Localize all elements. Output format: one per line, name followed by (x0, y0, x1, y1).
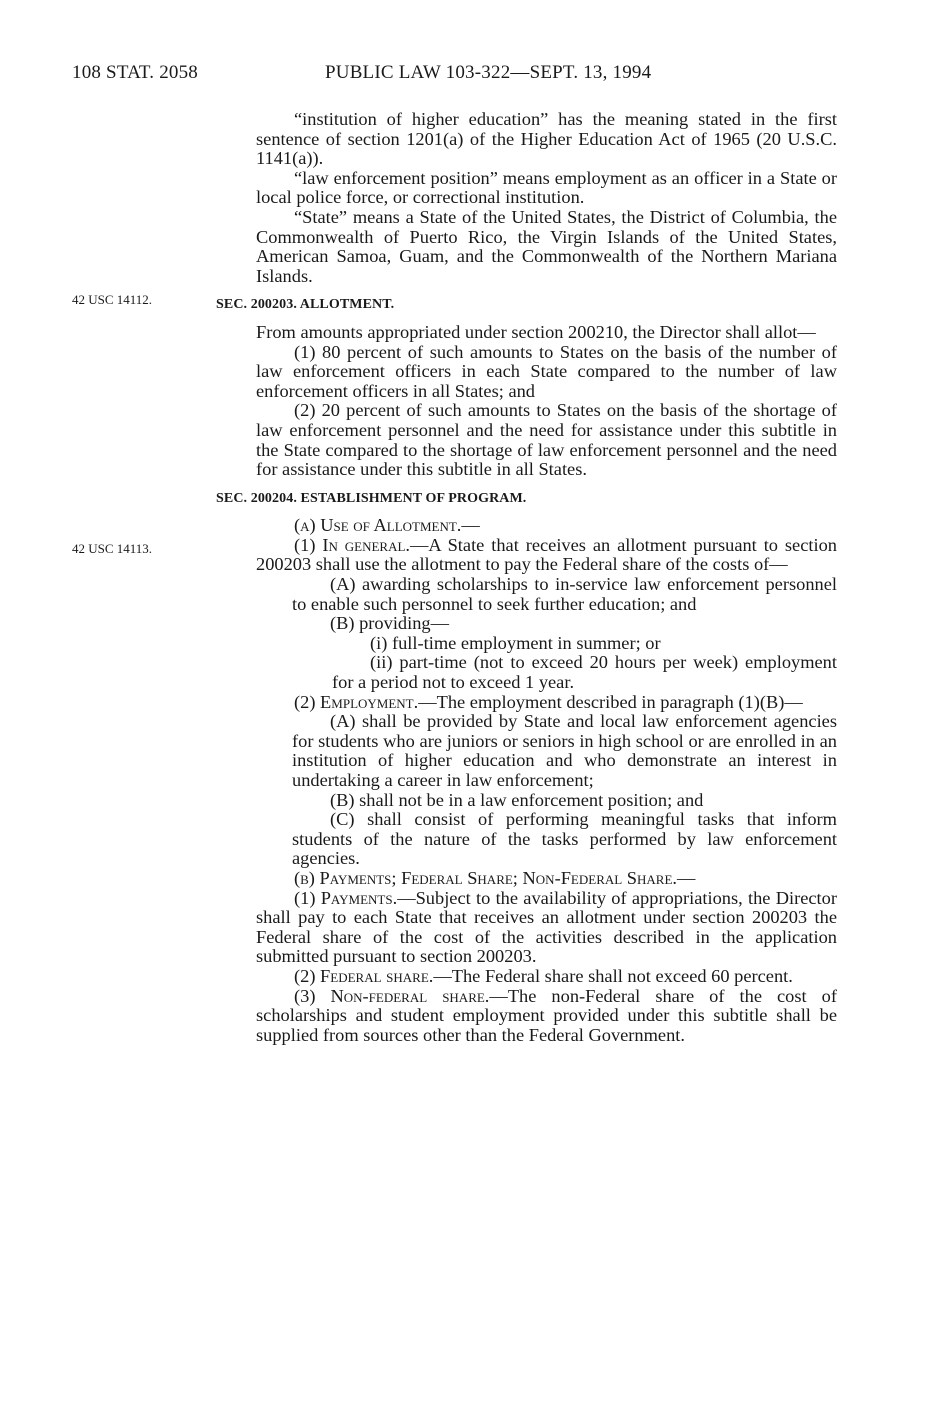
section-heading-200203: SEC. 200203. ALLOTMENT. (216, 297, 395, 313)
allotment-item-1: (1) 80 percent of such amounts to States on the basis of the number of law enforcement officers in each State compared to the number of law enforcement officers in all States; and (256, 341, 837, 401)
subsection-a1 (216, 536, 837, 575)
subsection-a2 (216, 693, 837, 713)
subsection-a2A: (A) shall be provided by State and local law enforcement agencies for students who are juniors or seniors in high school or are enrolled in an institution of higher education and who demonstrate an interest in undertaking a career in law enforcement; (292, 711, 837, 790)
subsection-b1-label: (1) Payments. (294, 887, 398, 908)
definition-state: “State” means a State of the United States, the District of Columbia, the Commonwealth of Puerto Rico, the Virgin Islands of the United States, American Samoa, Guam, and the Commonwealth of the Northern Mariana Islands. (256, 206, 837, 286)
subsection-b1 (216, 889, 837, 967)
subsection-b3-text: —The non-Federal share of the cost of scholarships and student employment provided under this subtitle shall be supplied from sources other than the Federal Government. (256, 985, 837, 1045)
subsection-a1Bii: (ii) part-time (not to exceed 20 hours per week) employment for a period not to exceed 1 year. (332, 652, 837, 693)
document-body (216, 110, 837, 1045)
subsection-a1A: (A) awarding scholarships to in-service law enforcement personnel to enable such personnel to seek further education; and (292, 574, 837, 614)
definition-law-enforcement-position: “law enforcement position” means employment as an officer in a State or local police force, or correctional institution. (256, 167, 837, 208)
subsection-b3-label: (3) Non-federal share. (294, 985, 490, 1006)
subsection-a2-label: (2) Employment. (294, 691, 419, 712)
subsection-a-heading: (a) Use of Allotment.— (294, 515, 480, 536)
page-header-stat: 108 STAT. 2058 (72, 62, 199, 83)
subsection-a1Bi: (i) full-time employment in summer; or (370, 632, 661, 653)
margin-note-14113: 42 USC 14113. (72, 541, 153, 556)
subsection-a1B: (B) providing— (330, 613, 450, 634)
subsection-b3 (216, 987, 837, 1046)
definition-institution: “institution of higher education” has the meaning stated in the first sentence of section 1201(a) of the Higher Education Act of 1965 (20 U.S.C. 1141(a)). (256, 109, 837, 169)
subsection-a1-text: —A State that receives an allotment pursuant to section 200203 shall use the allotment to pay the Federal share of the costs of— (256, 534, 837, 575)
allotment-item-2: (2) 20 percent of such amounts to States on the basis of the shortage of law enforcement personnel and the need for assistance under this subtitle in the State compared to the shortage of law enforcement personnel and the need for assistance under this subtitle in all States. (256, 400, 837, 480)
margin-note-14112: 42 USC 14112. (72, 292, 153, 307)
subsection-b1-text: —Subject to the availability of appropriations, the Director shall pay to each State that receives an allotment under section 200203 the Federal share of the cost of the activities described in the application submitted pursuant to section 200203. (256, 887, 837, 967)
subsection-b2 (216, 967, 837, 987)
subsection-a2-text: —The employment described in paragraph (1)(B)— (418, 691, 803, 712)
subsection-b2-label: (2) Federal share. (294, 965, 434, 986)
subsection-b-heading: (b) Payments; Federal Share; Non-Federal Share.— (294, 867, 696, 888)
subsection-a2C: (C) shall consist of performing meaningful tasks that inform students of the nature of the tasks performed by law enforcement agencies. (292, 809, 837, 869)
subsection-a1-label: (1) In general. (294, 534, 411, 555)
subsection-a2B: (B) shall not be in a law enforcement position; and (330, 789, 704, 810)
page-header-law: PUBLIC LAW 103-322—SEPT. 13, 1994 (325, 62, 652, 83)
section-heading-200204: SEC. 200204. ESTABLISHMENT OF PROGRAM. (216, 490, 527, 506)
allotment-intro: From amounts appropriated under section 200210, the Director shall allot— (256, 321, 816, 342)
subsection-b2-text: —The Federal share shall not exceed 60 percent. (433, 965, 793, 986)
